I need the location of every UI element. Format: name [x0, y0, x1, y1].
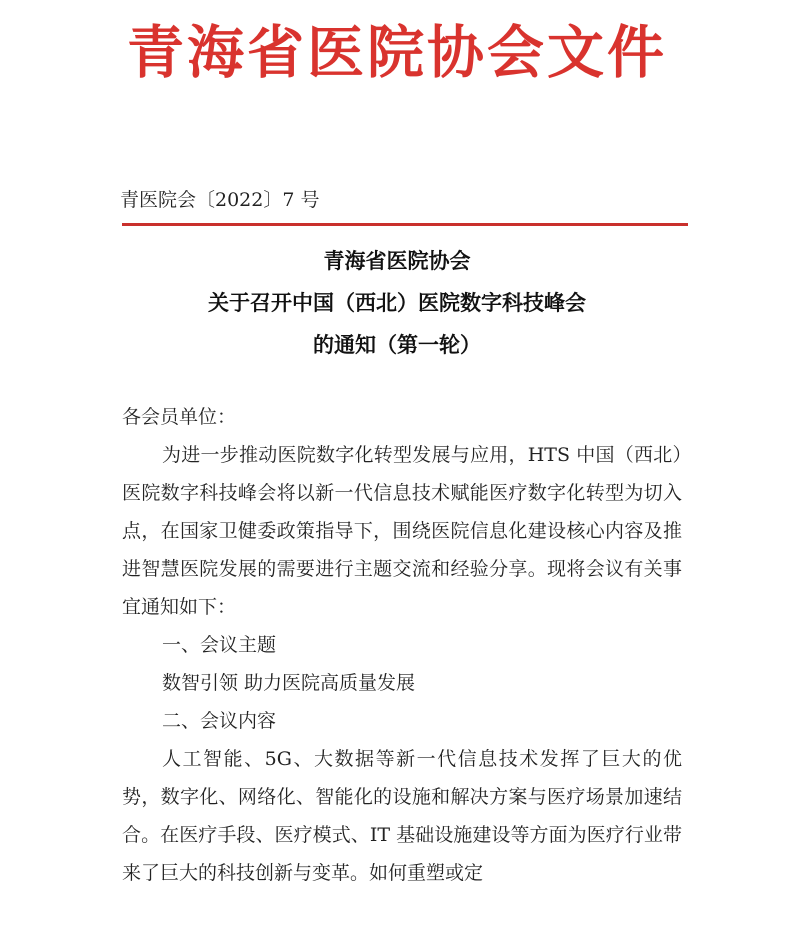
notice-title — [0, 240, 794, 366]
org-file-header: 青海省医院协会文件 — [127, 20, 667, 86]
salutation: 各会员单位： — [122, 406, 237, 428]
section-2-heading: 二、会议内容 — [162, 710, 277, 732]
notice-title-line-3: 的通知（第一轮） — [313, 333, 481, 357]
section-2-paragraph: 人工智能、5G、大数据等新一代信息技术发挥了巨大的优势，数字化、网络化、智能化的设施和解决方案与医疗场景加速结合。在医疗手段、医疗模式、IT 基础设施建设等方面为医疗行业带来了巨大的科技创新与变革。如何重塑或定 — [122, 748, 682, 884]
section-1-heading: 一、会议主题 — [162, 634, 277, 656]
intro-paragraph: 为进一步推动医院数字化转型发展与应用，HTS 中国（西北）医院数字科技峰会将以新一代信息技术赋能医疗数字化转型为切入点，在国家卫健委政策指导下，围绕医院信息化建设核心内容及推进智慧医院发展的需要进行主题交流和经验分享。现将会议有关事宜通知如下： — [122, 444, 682, 618]
notice-title-line-2: 关于召开中国（西北）医院数字科技峰会 — [208, 291, 586, 315]
section-1-content: 数智引领 助力医院高质量发展 — [162, 672, 416, 694]
notice-title-line-1: 青海省医院协会 — [323, 249, 471, 273]
red-divider-rule — [122, 223, 688, 226]
document-number: 青医院会〔2022〕7 号 — [120, 189, 320, 211]
notice-body — [122, 398, 682, 892]
